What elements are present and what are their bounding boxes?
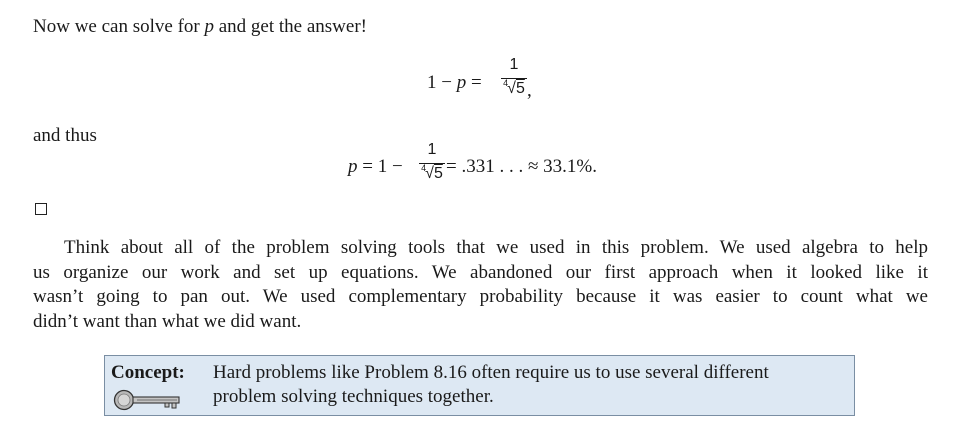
intro-prefix: Now we can solve for [33,16,205,37]
eq2-result: = .331 . . . ≈ 33.1%. [446,156,597,177]
concept-text-line: Hard problems like Problem 8.16 often require us to use several different [213,362,769,383]
eq2-denominator [419,165,445,183]
eq1-var: p [456,72,467,93]
eq1-root-symbol: √ [507,80,516,97]
intro-line [33,16,367,38]
qed-box [35,203,47,215]
eq2-lhs-rest: = 1 − [357,156,403,177]
concept-box [104,355,855,416]
equation-1 [427,56,567,112]
intro-suffix: and get the answer! [213,16,367,37]
eq1-fraction [501,56,527,108]
intro-var: p [204,16,214,37]
eq2-fraction [419,141,445,193]
eq2-root-index: 4 [421,163,427,173]
eq2-root-symbol: √ [425,165,434,182]
eq2-numerator: 1 [427,141,437,158]
eq1-denominator [501,80,527,98]
eq1-lhs: 1 − [427,72,457,93]
paragraph-line: Think about all of the problem solving tools that we used in this problem. We used algebra to help [64,237,928,258]
summary-paragraph [33,236,928,334]
paragraph-line: didn’t want than what we did want. [33,310,302,332]
key-icon [113,389,183,416]
paragraph-line: wasn’t going to pan out. We used complementary probability because it was easier to count what we [33,286,928,307]
eq1-root-index: 4 [503,78,509,88]
eq1-equals: = [466,72,482,93]
equation-2 [348,141,628,198]
paragraph-line: us organize our work and set up equations. We abandoned our first approach when it looked like it [33,261,928,283]
eq2-radicand: 5 [433,165,443,182]
concept-label: Concept: [111,362,185,383]
eq1-numerator: 1 [509,56,519,73]
eq1-trailing: , [527,80,532,101]
eq2-var: p [348,156,358,177]
concept-text-line: problem solving techniques together. [213,386,494,407]
eq1-radicand: 5 [515,80,525,97]
and-thus: and thus [33,125,97,146]
